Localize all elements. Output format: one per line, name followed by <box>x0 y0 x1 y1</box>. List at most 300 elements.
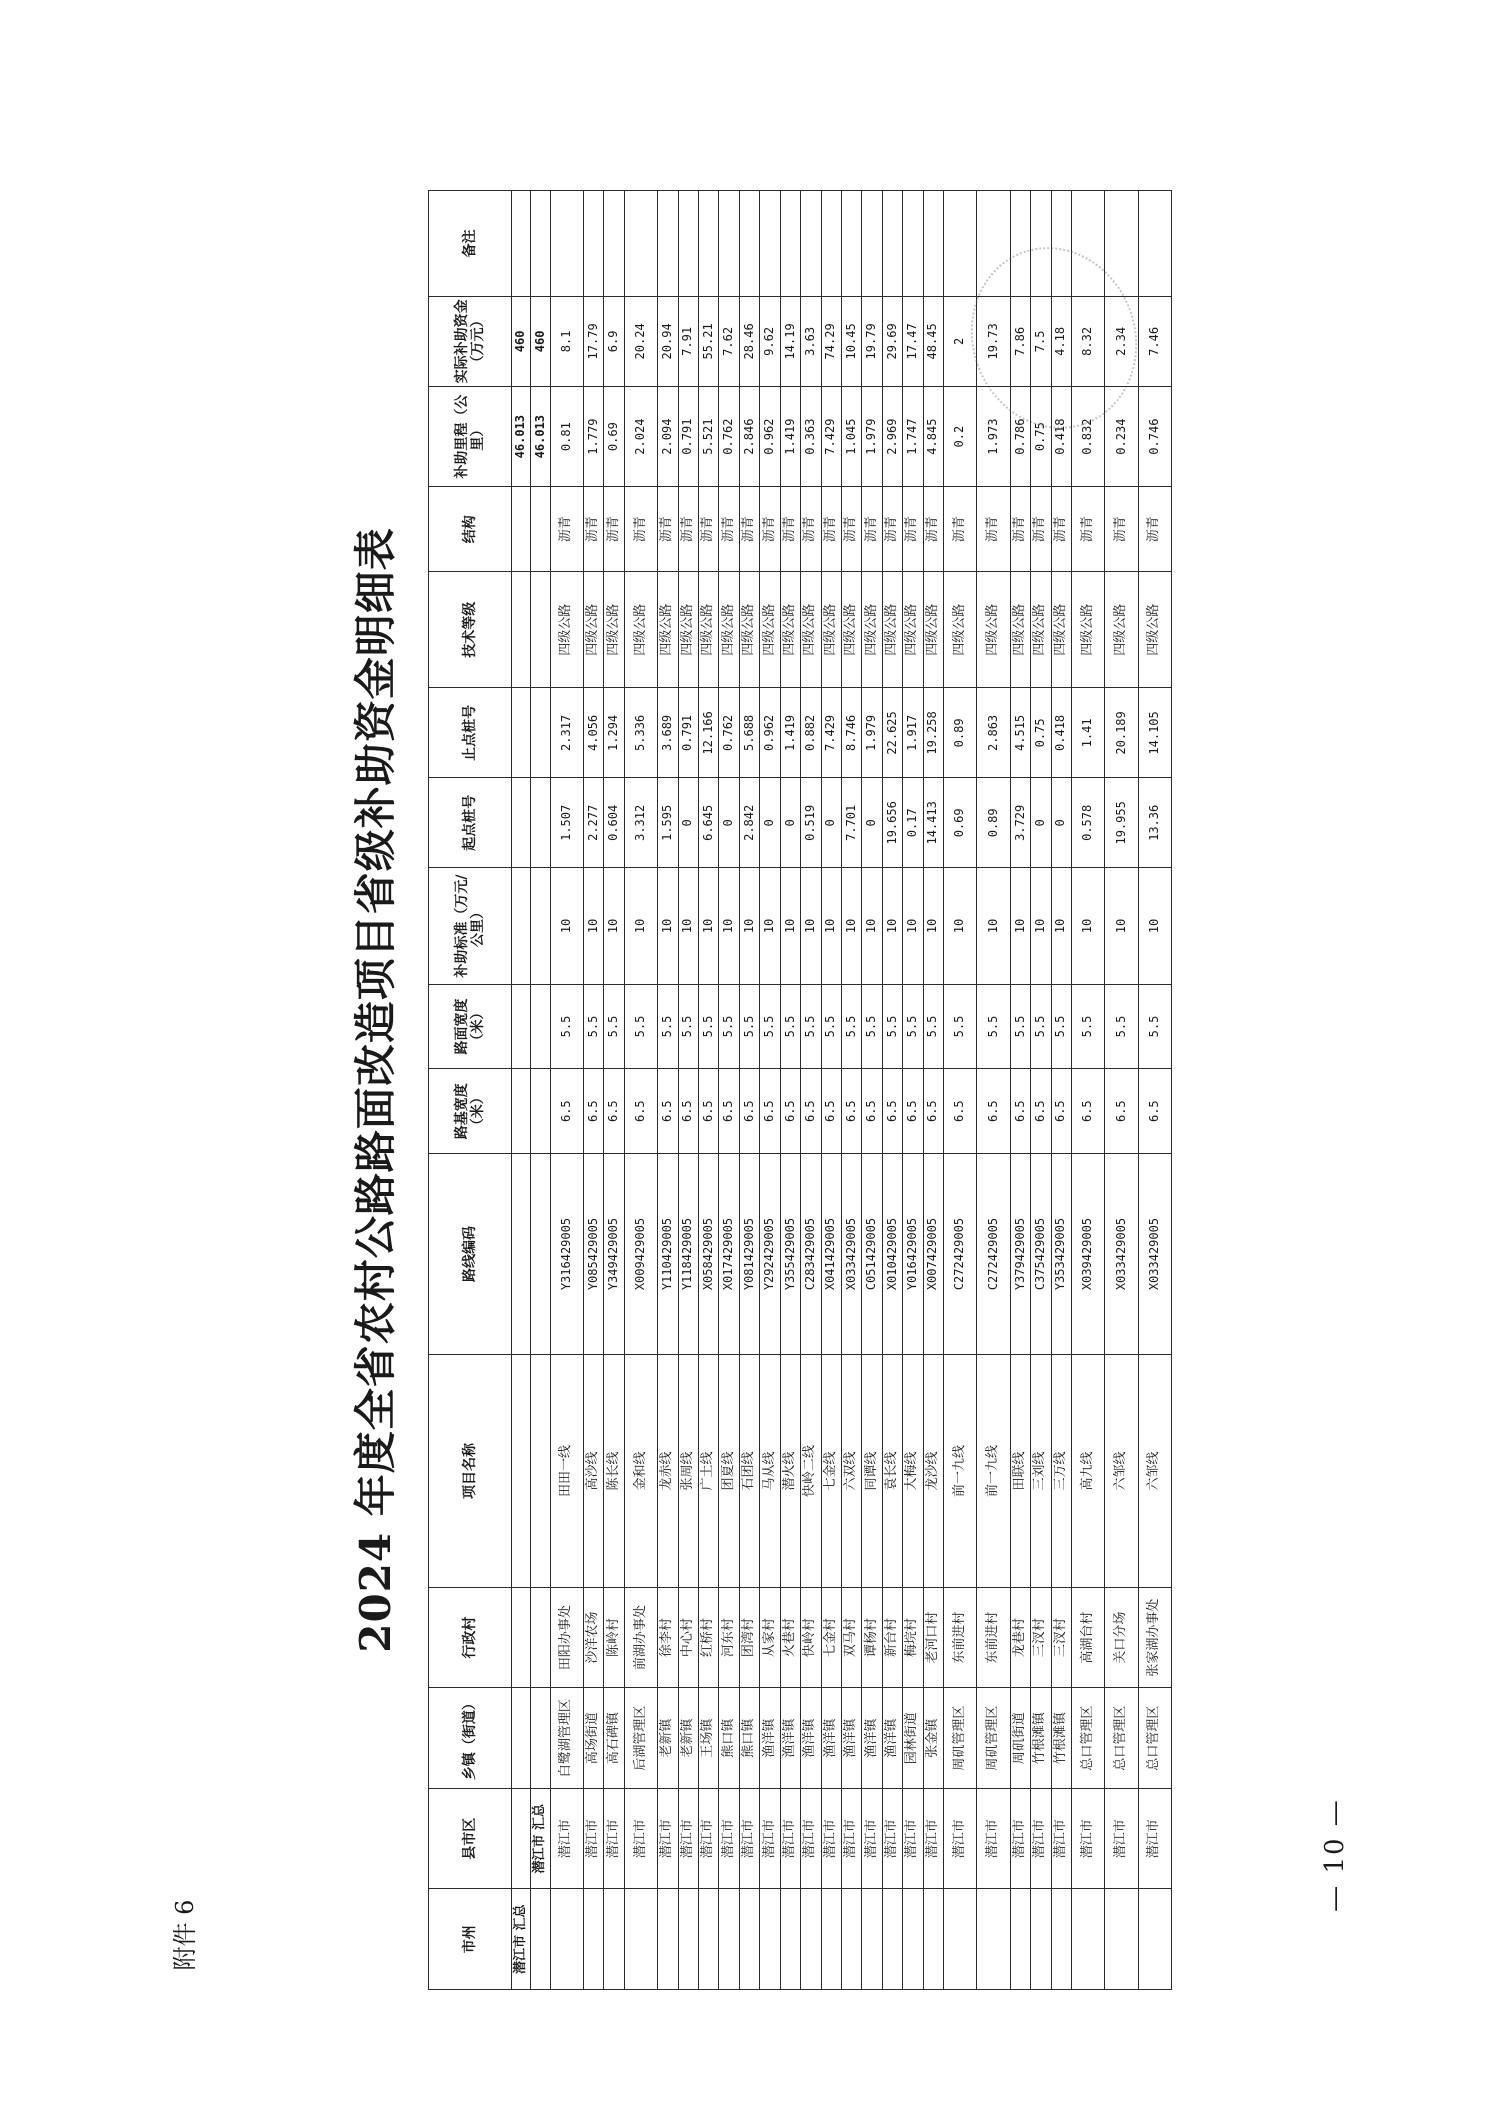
table-row <box>923 191 943 1990</box>
table-cell: 5.5 <box>1010 984 1030 1069</box>
table-cell: 2.846 <box>739 386 759 487</box>
table-cell: 6.5 <box>821 1069 841 1154</box>
table-cell: 19.258 <box>923 688 943 778</box>
table-cell: 潜江市 <box>882 1788 902 1889</box>
table-cell: C272429005 <box>944 1154 977 1355</box>
summary-cell <box>512 191 531 297</box>
table-cell: 10 <box>882 868 902 984</box>
table-cell: 总口管理区 <box>1138 1688 1171 1789</box>
table-cell: Y016429005 <box>903 1154 923 1355</box>
table-cell: 园林街道 <box>903 1688 923 1789</box>
table-cell: 0 <box>760 778 780 868</box>
table-cell: 6.5 <box>923 1069 943 1154</box>
table-cell: Y355429005 <box>780 1154 800 1355</box>
table-cell: 潜江市 <box>1105 1788 1138 1889</box>
table-cell: 渔洋镇 <box>821 1688 841 1789</box>
table-cell: 5.5 <box>1051 984 1071 1069</box>
table-cell: 10 <box>1031 868 1051 984</box>
table-cell <box>760 1889 780 1990</box>
table-cell: 10 <box>903 868 923 984</box>
table-cell: 四级公路 <box>584 572 604 688</box>
table-cell <box>1105 1889 1138 1990</box>
table-cell: 三汊村 <box>1031 1587 1051 1688</box>
table-cell <box>903 1889 923 1990</box>
table-cell: 0.234 <box>1105 386 1138 487</box>
table-cell: 0.791 <box>678 688 698 778</box>
table-cell: Y379429005 <box>1010 1154 1030 1355</box>
table-cell: 潜江市 <box>550 1788 583 1889</box>
column-header: 县市区 <box>429 1788 512 1889</box>
table-cell <box>977 1889 1010 1990</box>
table-cell: 渔洋镇 <box>760 1688 780 1789</box>
table-row <box>550 191 583 1990</box>
table-cell: 5.5 <box>550 984 583 1069</box>
table-cell <box>903 191 923 297</box>
table-cell: 总口管理区 <box>1105 1688 1138 1789</box>
table-cell: 沥青 <box>977 487 1010 572</box>
table-cell: 0.882 <box>801 688 821 778</box>
table-cell: 14.413 <box>923 778 943 868</box>
table-row <box>1031 191 1051 1990</box>
table-cell: 沥青 <box>821 487 841 572</box>
table-cell: 新台村 <box>882 1587 902 1688</box>
table-cell: 6.5 <box>739 1069 759 1154</box>
table-cell: 5.5 <box>760 984 780 1069</box>
table-cell: 沥青 <box>1071 487 1104 572</box>
table-cell: 潜江市 <box>1138 1788 1171 1889</box>
table-cell: 6.5 <box>760 1069 780 1154</box>
table-cell: 0.604 <box>604 778 624 868</box>
table-cell: 潜江市 <box>944 1788 977 1889</box>
table-row <box>821 191 841 1990</box>
table-cell: X033429005 <box>1105 1154 1138 1355</box>
table-cell: 四级公路 <box>903 572 923 688</box>
table-cell: 张家湖办事处 <box>1138 1587 1171 1688</box>
table-cell <box>1138 191 1171 297</box>
table-cell: 8.32 <box>1071 296 1104 386</box>
table-row <box>841 191 861 1990</box>
table-cell <box>719 191 739 297</box>
table-cell: Y349429005 <box>604 1154 624 1355</box>
table-cell: 四级公路 <box>550 572 583 688</box>
table-cell: 7.429 <box>821 386 841 487</box>
table-cell: 6.5 <box>1138 1069 1171 1154</box>
table-cell: 6.5 <box>719 1069 739 1154</box>
table-cell: 竹根滩镇 <box>1051 1688 1071 1789</box>
table-cell: Y316429005 <box>550 1154 583 1355</box>
table-cell: 6.5 <box>1105 1069 1138 1154</box>
document-title: 2024 年度全省农村公路路面改造项目省级补助资金明细表 <box>351 527 400 1653</box>
table-cell: 四级公路 <box>678 572 698 688</box>
table-cell: 5.5 <box>1138 984 1171 1069</box>
table-cell: 10 <box>699 868 719 984</box>
table-cell: 22.625 <box>882 688 902 778</box>
table-cell <box>821 1889 841 1990</box>
table-cell: 0 <box>862 778 882 868</box>
table-cell: 四级公路 <box>841 572 861 688</box>
table-cell: 总口管理区 <box>1071 1688 1104 1789</box>
table-cell: 17.79 <box>584 296 604 386</box>
table-cell: 东前进村 <box>977 1587 1010 1688</box>
table-cell: 0.786 <box>1010 386 1030 487</box>
table-cell: 1.779 <box>584 386 604 487</box>
table-cell: 王场镇 <box>699 1688 719 1789</box>
table-cell: 0.89 <box>977 778 1010 868</box>
table-cell: 四级公路 <box>760 572 780 688</box>
table-cell <box>780 191 800 297</box>
table-cell <box>658 1889 678 1990</box>
table-cell: 潜江市 <box>1031 1788 1051 1889</box>
table-cell: 四级公路 <box>658 572 678 688</box>
table-cell: 1.294 <box>604 688 624 778</box>
table-cell: 快岭村 <box>801 1587 821 1688</box>
table-cell: 龙赤线 <box>658 1355 678 1588</box>
table-cell: C051429005 <box>862 1154 882 1355</box>
table-cell: Y085429005 <box>584 1154 604 1355</box>
table-cell: 张金镇 <box>923 1688 943 1789</box>
table-cell: 潜江市 <box>1071 1788 1104 1889</box>
table-cell: 快岭二线 <box>801 1355 821 1588</box>
table-cell: 老河口村 <box>923 1587 943 1688</box>
table-cell: 5.5 <box>739 984 759 1069</box>
table-cell: 6.5 <box>882 1069 902 1154</box>
table-cell: 渔洋镇 <box>780 1688 800 1789</box>
table-cell: 河东村 <box>719 1587 739 1688</box>
table-row <box>1071 191 1104 1990</box>
table-cell: 沙洋农场 <box>584 1587 604 1688</box>
table-cell: 0.2 <box>944 386 977 487</box>
table-cell: 六邹线 <box>1105 1355 1138 1588</box>
summary-cell <box>531 778 550 868</box>
table-cell: 潜江市 <box>801 1788 821 1889</box>
table-cell: 沥青 <box>923 487 943 572</box>
table-cell: 0.746 <box>1138 386 1171 487</box>
table-cell: 10 <box>1105 868 1138 984</box>
table-cell: 潜江市 <box>977 1788 1010 1889</box>
column-header: 备注 <box>429 191 512 297</box>
column-header: 路面宽度（米） <box>429 984 512 1069</box>
table-cell: 0.962 <box>760 386 780 487</box>
table-cell: 6.645 <box>699 778 719 868</box>
table-cell: 5.5 <box>699 984 719 1069</box>
table-cell: 沥青 <box>944 487 977 572</box>
table-cell: 四级公路 <box>1010 572 1030 688</box>
table-cell: 沥青 <box>658 487 678 572</box>
table-cell: 潜江市 <box>719 1788 739 1889</box>
table-cell: 四级公路 <box>719 572 739 688</box>
table-cell: 四级公路 <box>862 572 882 688</box>
table-cell: X017429005 <box>719 1154 739 1355</box>
table-cell: 6.5 <box>658 1069 678 1154</box>
table-cell: 高场街道 <box>584 1688 604 1789</box>
table-cell: 1.747 <box>903 386 923 487</box>
table-cell <box>550 191 583 297</box>
table-row <box>1105 191 1138 1990</box>
table-body <box>512 191 1172 1990</box>
table-cell: 火巷村 <box>780 1587 800 1688</box>
summary-cell <box>531 1587 550 1688</box>
table-cell: 10 <box>719 868 739 984</box>
table-cell: 老新镇 <box>658 1688 678 1789</box>
table-cell: 熊口镇 <box>739 1688 759 1789</box>
table-cell: 三汊村 <box>1051 1587 1071 1688</box>
table-cell: 17.47 <box>903 296 923 386</box>
table-cell: 19.955 <box>1105 778 1138 868</box>
summary-cell <box>512 688 531 778</box>
table-cell: 潜江市 <box>1010 1788 1030 1889</box>
table-cell: X041429005 <box>821 1154 841 1355</box>
table-cell: 5.5 <box>944 984 977 1069</box>
table-cell: 田田一线 <box>550 1355 583 1588</box>
table-cell <box>678 191 698 297</box>
summary-cell: 460 <box>531 296 550 386</box>
table-cell: 团湾村 <box>739 1587 759 1688</box>
table-cell: 10 <box>821 868 841 984</box>
table-cell: 袁长线 <box>882 1355 902 1588</box>
table-cell: 双马村 <box>841 1587 861 1688</box>
summary-cell <box>512 778 531 868</box>
table-row <box>1010 191 1030 1990</box>
summary-cell <box>531 191 550 297</box>
table-cell: 四级公路 <box>923 572 943 688</box>
table-cell: 渔洋镇 <box>841 1688 861 1789</box>
table-cell: 6.5 <box>977 1069 1010 1154</box>
table-cell: 0.81 <box>550 386 583 487</box>
table-row <box>658 191 678 1990</box>
table-cell: 29.69 <box>882 296 902 386</box>
summary-cell: 46.013 <box>512 386 531 487</box>
table-cell: 19.656 <box>882 778 902 868</box>
table-cell: Y110429005 <box>658 1154 678 1355</box>
column-header: 补助里程（公里） <box>429 386 512 487</box>
attachment-label: 附件 6 <box>171 1899 199 1971</box>
table-cell: 2.277 <box>584 778 604 868</box>
table-cell: X039429005 <box>1071 1154 1104 1355</box>
table-cell: 1.41 <box>1071 688 1104 778</box>
table-cell: 6.5 <box>780 1069 800 1154</box>
table-cell: 10 <box>780 868 800 984</box>
table-cell: 6.5 <box>903 1069 923 1154</box>
summary-cell <box>531 984 550 1069</box>
table-cell: Y118429005 <box>678 1154 698 1355</box>
table-cell: 周矶管理区 <box>977 1688 1010 1789</box>
table-cell <box>862 191 882 297</box>
table-cell: 七金线 <box>821 1355 841 1588</box>
summary-cell <box>531 1889 550 1990</box>
table-cell <box>862 1889 882 1990</box>
table-row <box>678 191 698 1990</box>
table-cell: 渔洋镇 <box>882 1688 902 1789</box>
column-header: 乡镇（街道） <box>429 1688 512 1789</box>
table-cell: 10 <box>739 868 759 984</box>
table-cell: 5.5 <box>1105 984 1138 1069</box>
table-cell: 3.63 <box>801 296 821 386</box>
summary-cell <box>531 1069 550 1154</box>
table-cell: 10 <box>801 868 821 984</box>
table-cell <box>678 1889 698 1990</box>
table-cell: 6.5 <box>1031 1069 1051 1154</box>
table-cell: 田阳办事处 <box>550 1587 583 1688</box>
table-row <box>977 191 1010 1990</box>
table-cell: 0.418 <box>1051 386 1071 487</box>
table-cell: 四级公路 <box>977 572 1010 688</box>
table-row <box>739 191 759 1990</box>
table-cell: 5.5 <box>801 984 821 1069</box>
table-cell: 团夏线 <box>719 1355 739 1588</box>
table-cell: 白鹭湖管理区 <box>550 1688 583 1789</box>
table-cell: Y353429005 <box>1051 1154 1071 1355</box>
table-row <box>624 191 657 1990</box>
table-cell: 沥青 <box>1010 487 1030 572</box>
table-cell: 9.62 <box>760 296 780 386</box>
table-cell: 六双线 <box>841 1355 861 1588</box>
summary-cell <box>512 1688 531 1789</box>
table-cell: 1.979 <box>862 688 882 778</box>
table-cell: 潜江市 <box>903 1788 923 1889</box>
table-cell: 0 <box>1031 778 1051 868</box>
table-cell: Y081429005 <box>739 1154 759 1355</box>
table-cell: 龙沙线 <box>923 1355 943 1588</box>
table-cell: 7.91 <box>678 296 698 386</box>
table-cell: 四级公路 <box>944 572 977 688</box>
table-cell: 2.094 <box>658 386 678 487</box>
table-cell: 10 <box>1010 868 1030 984</box>
table-cell: Y292429005 <box>760 1154 780 1355</box>
table-cell: 74.29 <box>821 296 841 386</box>
table-cell: 沥青 <box>1051 487 1071 572</box>
table-cell: 0 <box>821 778 841 868</box>
table-row <box>780 191 800 1990</box>
table-cell: 四级公路 <box>699 572 719 688</box>
table-cell: 10 <box>624 868 657 984</box>
table-cell: 潜江市 <box>678 1788 698 1889</box>
table-cell: 2.969 <box>882 386 902 487</box>
summary-cell <box>531 1154 550 1355</box>
table-cell: 张周线 <box>678 1355 698 1588</box>
table-row <box>903 191 923 1990</box>
table-cell: 0 <box>1051 778 1071 868</box>
table-cell <box>882 191 902 297</box>
table-cell: 四级公路 <box>1031 572 1051 688</box>
table-header-row <box>429 191 512 1990</box>
table-cell <box>624 1889 657 1990</box>
table-cell: 潜江市 <box>699 1788 719 1889</box>
table-cell: 2.842 <box>739 778 759 868</box>
table-cell: 大梅线 <box>903 1355 923 1588</box>
table-cell <box>760 191 780 297</box>
table-cell: 潜江市 <box>760 1788 780 1889</box>
table-cell: 0 <box>780 778 800 868</box>
table-cell: 1.979 <box>862 386 882 487</box>
table-cell: 0.75 <box>1031 688 1051 778</box>
summary-cell <box>512 1355 531 1588</box>
table-cell: 6.5 <box>584 1069 604 1154</box>
table-cell: 5.5 <box>658 984 678 1069</box>
table-cell: 四级公路 <box>1138 572 1171 688</box>
table-cell: 2 <box>944 296 977 386</box>
table-cell: 3.729 <box>1010 778 1030 868</box>
table-cell: 1.595 <box>658 778 678 868</box>
table-cell: 0.75 <box>1031 386 1051 487</box>
table-cell: 4.18 <box>1051 296 1071 386</box>
table-cell: 沥青 <box>550 487 583 572</box>
table-row <box>604 191 624 1990</box>
column-header: 路基宽度（米） <box>429 1069 512 1154</box>
table-cell: 1.917 <box>903 688 923 778</box>
table-cell: X010429005 <box>882 1154 902 1355</box>
table-cell: 4.845 <box>923 386 943 487</box>
table-cell <box>841 1889 861 1990</box>
summary-cell <box>531 1355 550 1588</box>
column-header: 路线编码 <box>429 1154 512 1355</box>
table-cell: 老新镇 <box>678 1688 698 1789</box>
table-cell: 高九线 <box>1071 1355 1104 1588</box>
table-cell: 1.419 <box>780 688 800 778</box>
table-cell: 0.832 <box>1071 386 1104 487</box>
table-cell: 6.5 <box>550 1069 583 1154</box>
table-cell: 高湖台村 <box>1071 1587 1104 1688</box>
summary-cell <box>531 1688 550 1789</box>
table-cell <box>719 1889 739 1990</box>
table-cell: 5.5 <box>841 984 861 1069</box>
table-cell: 5.5 <box>719 984 739 1069</box>
table-cell: 沥青 <box>604 487 624 572</box>
table-cell: 5.5 <box>923 984 943 1069</box>
summary-cell <box>512 1587 531 1688</box>
table-cell <box>699 191 719 297</box>
table-cell: 沥青 <box>801 487 821 572</box>
column-header: 市州 <box>429 1889 512 1990</box>
table-cell: 四级公路 <box>604 572 624 688</box>
table-cell: 0.762 <box>719 688 739 778</box>
summary-cell <box>512 1788 531 1889</box>
column-header: 起点桩号 <box>429 778 512 868</box>
summary-cell <box>512 572 531 688</box>
table-cell: 7.5 <box>1031 296 1051 386</box>
table-cell: 周矶管理区 <box>944 1688 977 1789</box>
table-cell: 沥青 <box>780 487 800 572</box>
table-cell: 5.5 <box>678 984 698 1069</box>
table-cell: 10 <box>678 868 698 984</box>
table-cell: 5.5 <box>780 984 800 1069</box>
table-cell: C272429005 <box>977 1154 1010 1355</box>
table-cell: 0.962 <box>760 688 780 778</box>
table-cell <box>944 191 977 297</box>
table-cell: 5.5 <box>584 984 604 1069</box>
table-cell: 陈岭村 <box>604 1587 624 1688</box>
table-cell <box>801 1889 821 1990</box>
table-cell: 前一九线 <box>977 1355 1010 1588</box>
table-cell: 4.515 <box>1010 688 1030 778</box>
table-cell: 0.791 <box>678 386 698 487</box>
table-cell: 四级公路 <box>1051 572 1071 688</box>
table-cell: 龙巷村 <box>1010 1587 1030 1688</box>
table-cell: 6.5 <box>604 1069 624 1154</box>
column-header: 结构 <box>429 487 512 572</box>
table-cell: 10 <box>604 868 624 984</box>
table-cell: 6.5 <box>862 1069 882 1154</box>
table-cell: 14.19 <box>780 296 800 386</box>
table-cell: 沥青 <box>841 487 861 572</box>
table-cell: X058429005 <box>699 1154 719 1355</box>
table-cell: 沥青 <box>862 487 882 572</box>
table-cell <box>882 1889 902 1990</box>
summary-cell: 潜江市 汇总 <box>531 1788 550 1889</box>
table-cell: 0.762 <box>719 386 739 487</box>
table-cell: 5.5 <box>977 984 1010 1069</box>
column-header: 技术等级 <box>429 572 512 688</box>
table-cell: 7.701 <box>841 778 861 868</box>
